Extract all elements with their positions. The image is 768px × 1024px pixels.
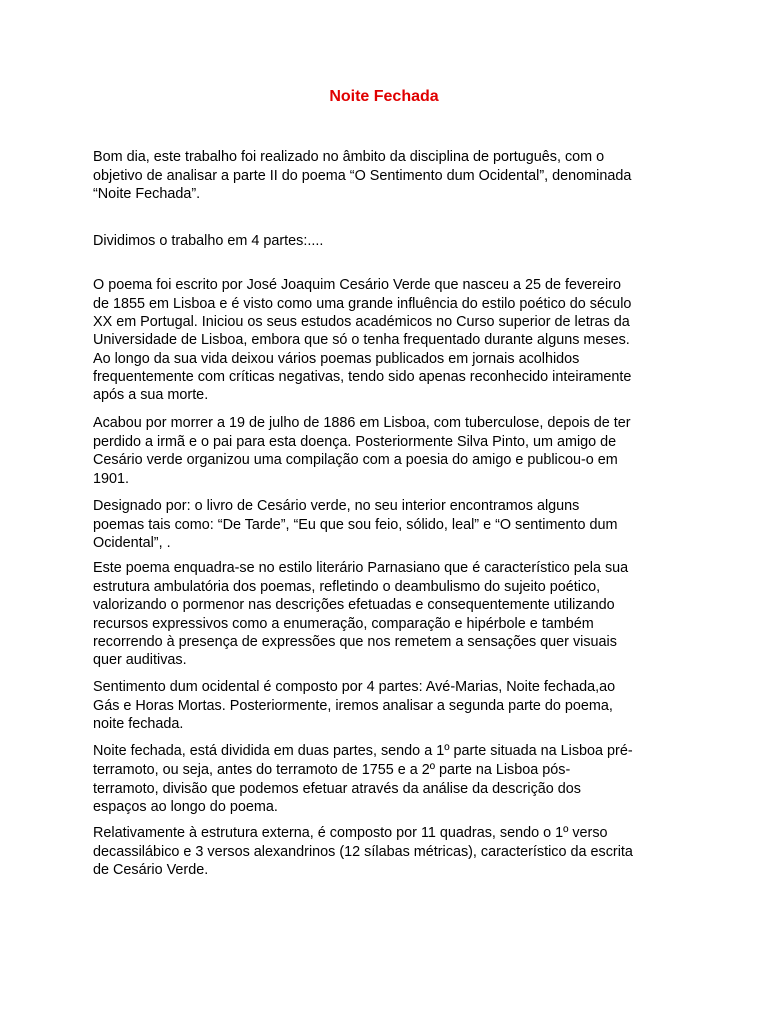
document-title: Noite Fechada: [329, 88, 439, 105]
paragraph: [93, 276, 681, 404]
paragraph: [93, 148, 681, 203]
paragraph-line: de Cesário Verde.: [93, 862, 209, 879]
paragraph-line: valorizando o pormenor nas descrições efetuadas e consequentemente utilizando: [93, 597, 615, 614]
paragraph-line: estrutura ambulatória dos poemas, refletindo o deambulismo do sujeito poético,: [93, 578, 601, 595]
paragraph-line: “Noite Fechada”.: [93, 185, 201, 202]
paragraph: [93, 497, 681, 552]
paragraph-line: terramoto, ou seja, antes do terramoto de 1755 e a 2º parte na Lisboa pós-: [93, 761, 571, 778]
paragraph-line: espaços ao longo do poema.: [93, 799, 278, 816]
paragraph-line: após a sua morte.: [93, 387, 209, 404]
paragraph-line: XX em Portugal. Iniciou os seus estudos académicos no Curso superior de letras da: [93, 313, 630, 330]
paragraph-line: de 1855 em Lisboa e é visto como uma grande influência do estilo poético do século: [93, 295, 632, 312]
paragraph-line: recursos expressivos como a enumeração, comparação e hipérbole e também: [93, 615, 594, 632]
paragraph-line: Noite fechada, está dividida em duas partes, sendo a 1º parte situada na Lisboa pré-: [93, 743, 633, 760]
paragraph: [93, 414, 681, 488]
paragraph-line: decassilábico e 3 versos alexandrinos (12 sílabas métricas), característico da escrita: [93, 843, 633, 860]
paragraph-line: noite fechada.: [93, 715, 184, 732]
paragraph-line: Dividimos o trabalho em 4 partes:....: [93, 233, 324, 250]
paragraph-line: terramoto, divisão que podemos efetuar através da análise da descrição dos: [93, 780, 581, 797]
paragraph-line: Universidade de Lisboa, embora que só o tenha frequentado durante alguns meses.: [93, 332, 630, 349]
paragraph-line: O poema foi escrito por José Joaquim Cesário Verde que nasceu a 25 de fevereiro: [93, 277, 621, 294]
paragraph-line: Cesário verde organizou uma compilação com a poesia do amigo e publicou-o em: [93, 452, 618, 469]
paragraph: [93, 824, 681, 879]
paragraph-line: quer auditivas.: [93, 652, 187, 669]
paragraph-line: Gás e Horas Mortas. Posteriormente, iremos analisar a segunda parte do poema,: [93, 697, 613, 714]
paragraph-line: Relativamente à estrutura externa, é composto por 11 quadras, sendo o 1º verso: [93, 825, 608, 842]
paragraph-line: poemas tais como: “De Tarde”, “Eu que sou feio, sólido, leal” e “O sentimento dum: [93, 516, 618, 533]
paragraph-line: Acabou por morrer a 19 de julho de 1886 em Lisboa, com tuberculose, depois de ter: [93, 415, 631, 432]
paragraph: [93, 742, 681, 816]
paragraph-line: Designado por: o livro de Cesário verde, no seu interior encontramos alguns: [93, 498, 580, 515]
paragraph: [93, 232, 681, 250]
paragraph-line: recorrendo à presença de expressões que nos remetem a sensações quer visuais: [93, 634, 617, 651]
paragraph-line: objetivo de analisar a parte II do poema “O Sentimento dum Ocidental”, denominada: [93, 167, 632, 184]
paragraph-line: frequentemente com críticas negativas, tendo sido apenas reconhecido inteiramente: [93, 368, 632, 385]
paragraph: [93, 559, 681, 669]
paragraph-line: perdido a irmã e o pai para esta doença. Posteriormente Silva Pinto, um amigo de: [93, 433, 617, 450]
paragraph-line: Ao longo da sua vida deixou vários poemas publicados em jornais acolhidos: [93, 350, 580, 367]
paragraph-line: Este poema enquadra-se no estilo literário Parnasiano que é característico pela sua: [93, 560, 629, 577]
paragraph-line: Bom dia, este trabalho foi realizado no âmbito da disciplina de português, com o: [93, 149, 605, 166]
paragraph-line: Ocidental”, .: [93, 535, 171, 552]
paragraph-line: 1901.: [93, 470, 130, 487]
paragraph: [93, 678, 681, 733]
paragraph-line: Sentimento dum ocidental é composto por 4 partes: Avé-Marias, Noite fechada,ao: [93, 679, 616, 696]
